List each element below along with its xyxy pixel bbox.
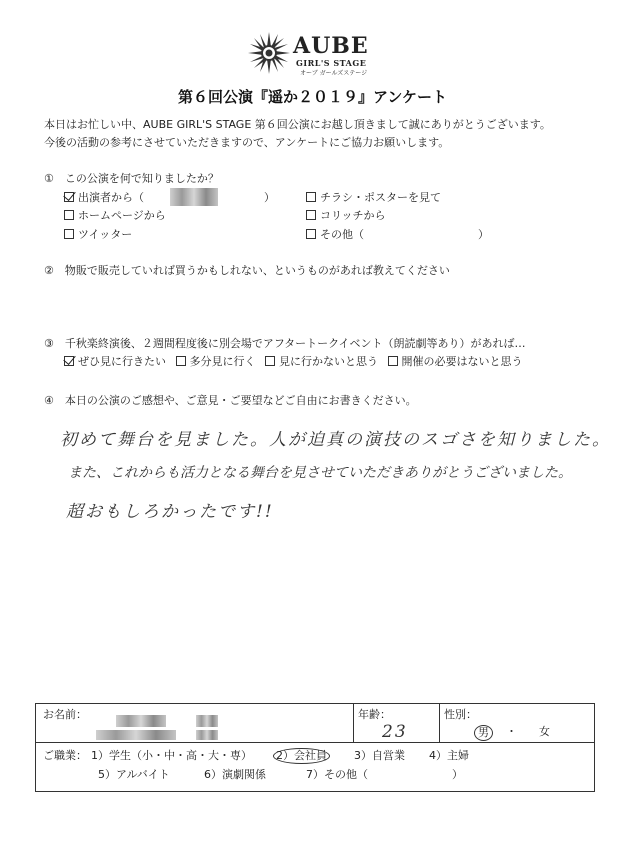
q2-label: ② 物販で販売していれば買うかもしれない、というものがあれば教えてください (44, 264, 450, 277)
checkbox-icon[interactable] (265, 356, 275, 366)
redacted-name-2[interactable] (196, 715, 218, 727)
q3-option-definitely[interactable]: ぜひ見に行きたい (64, 355, 166, 368)
checkbox-icon[interactable] (64, 210, 74, 220)
job-housewife[interactable]: 4）主婦 (429, 749, 469, 762)
handwritten-comment-line-1: 初めて舞台を見ました。人が迫真の演技のスゴさを知りました。 (60, 430, 611, 450)
q1-option-corich[interactable] (306, 209, 386, 223)
redacted-name-3[interactable] (96, 730, 176, 740)
checkbox-icon[interactable] (306, 192, 316, 202)
checkbox-icon[interactable] (388, 356, 398, 366)
q3-option-not-needed[interactable]: 開催の必要はないと思う (388, 355, 523, 368)
q1-label: ① この公演を何で知りましたか？ (44, 172, 219, 185)
logo-kana: オーブ ガールズステージ (300, 70, 368, 77)
q3-options (64, 355, 523, 369)
handwritten-comment-line-3: 超おもしろかったです!! (66, 502, 274, 522)
option-label: その他（ (320, 228, 364, 241)
page-title: 第６回公演『遥か２０１９』アンケート (177, 88, 448, 106)
checkbox-checked-icon[interactable] (64, 192, 74, 202)
job-employee-label: 2）会社員 (273, 748, 330, 764)
name-label: お名前： (43, 708, 87, 721)
intro-line-1: 本日はお忙しい中、AUBE GIRL'S STAGE 第６回公演にお越し頂きまして誠にありがとうございます。 (44, 118, 551, 131)
option-label: ツイッター (78, 228, 133, 241)
redacted-name-4[interactable] (196, 730, 218, 740)
redacted-performer-name (170, 188, 218, 206)
age-value[interactable]: 23 (382, 722, 408, 742)
q3-option-probably[interactable]: 多分見に行く (176, 355, 256, 368)
job-parttime[interactable]: 5）アルバイト (98, 768, 170, 781)
q1-option-performer[interactable] (64, 191, 144, 205)
gender-male-label: 男 (474, 725, 493, 741)
job-label: ご職業： (43, 749, 87, 762)
logo (248, 30, 388, 78)
handwritten-comment-line-2: また、これからも活力となる舞台を見させていただきありがとうございました。 (68, 465, 572, 481)
logo-subtitle: GIRL'S STAGE (296, 58, 367, 68)
gender-female[interactable]: 女 (539, 725, 550, 738)
q1-option-flyer[interactable] (306, 191, 441, 205)
intro-line-2: 今後の活動の参考にさせていただきますので、アンケートにご協力お願いします。 (44, 136, 450, 149)
q1-performer-close: ） (264, 191, 275, 204)
age-label: 年齢： (358, 708, 391, 721)
sunburst-logo-icon (248, 32, 290, 74)
respondent-info-table (35, 703, 595, 792)
job-theater[interactable]: 6）演劇関係 (204, 768, 266, 781)
job-self-employed[interactable]: 3）自営業 (354, 749, 405, 762)
checkbox-icon[interactable] (176, 356, 186, 366)
logo-title: AUBE (293, 33, 369, 59)
option-label: チラシ・ポスターを見て (320, 191, 441, 204)
checkbox-icon[interactable] (306, 210, 316, 220)
q1-option-other[interactable] (306, 228, 364, 242)
option-label: コリッチから (320, 209, 386, 222)
q1-other-close: ） (478, 228, 489, 241)
q4-label: ④ 本日の公演のご感想や、ご意見・ご要望などご自由にお書きください。 (44, 394, 417, 407)
job-other[interactable]: 7）その他（ (306, 768, 368, 781)
job-other-close: ） (452, 768, 463, 781)
gender-label: 性別： (444, 708, 477, 721)
redacted-name-1[interactable] (116, 715, 166, 727)
checkbox-checked-icon[interactable] (64, 356, 74, 366)
option-label: 出演者から（ (78, 191, 144, 204)
q1-option-homepage[interactable] (64, 209, 166, 223)
checkbox-icon[interactable] (64, 229, 74, 239)
gender-male[interactable] (474, 725, 493, 741)
option-label: ホームページから (78, 209, 166, 222)
job-student[interactable]: 1）学生（小・中・高・大・専） (91, 749, 252, 762)
q3-label: ③ 千秋楽終演後、２週間程度後に別会場でアフタートークイベント（朗読劇等あり）があれば… (44, 337, 526, 350)
checkbox-icon[interactable] (306, 229, 316, 239)
job-employee[interactable] (273, 749, 330, 764)
q1-option-twitter[interactable] (64, 228, 132, 242)
gender-separator: ・ (506, 725, 517, 738)
q3-option-not-go[interactable]: 見に行かないと思う (265, 355, 378, 368)
